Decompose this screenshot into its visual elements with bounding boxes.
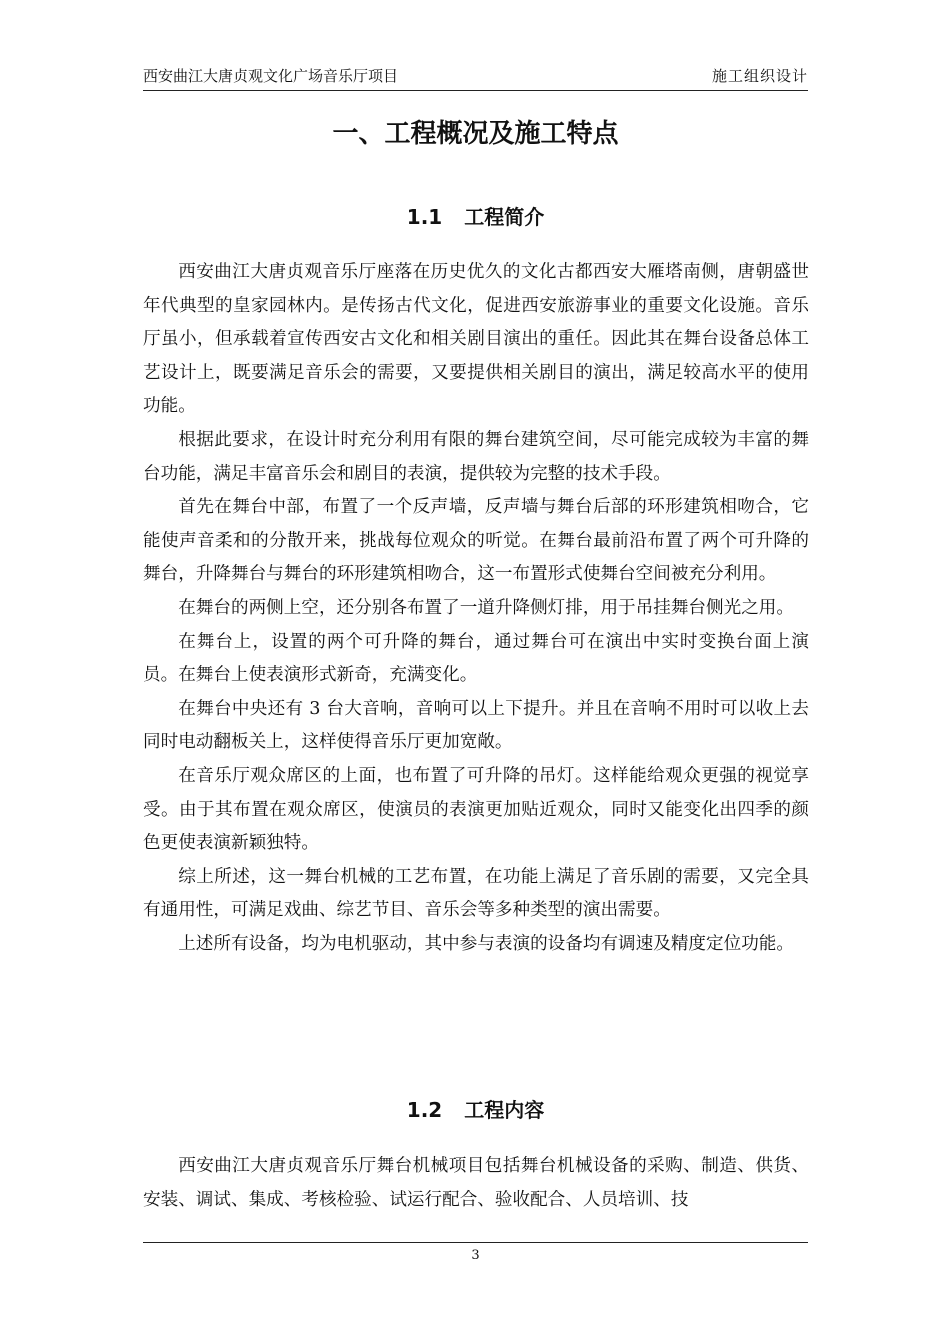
paragraph: 在舞台上，设置的两个可升降的舞台，通过舞台可在演出中实时变换台面上演员。在舞台上使表演形式新奇，充满变化。 — [143, 631, 809, 686]
page-number: 3 — [471, 1248, 480, 1263]
chapter-title: 一、工程概况及施工特点 — [332, 119, 619, 149]
paragraph: 综上所述，这一舞台机械的工艺布置，在功能上满足了音乐剧的需要，又完全具有通用性，可满足戏曲、综艺节目、音乐会等多种类型的演出需要。 — [143, 866, 809, 921]
paragraph: 西安曲江大唐贞观音乐厅舞台机械项目包括舞台机械设备的采购、制造、供货、安装、调试、集成、考核检验、试运行配合、验收配合、人员培训、技 — [143, 1156, 809, 1210]
paragraph: 根据此要求，在设计时充分利用有限的舞台建筑空间，尽可能完成较为丰富的舞台功能，满足丰富音乐会和剧目的表演，提供较为完整的技术手段。 — [143, 429, 809, 484]
section-heading-1-2 — [143, 1095, 808, 1125]
section-1-2-body — [143, 1150, 809, 1218]
header-doc-type: 施工组织设计 — [711, 67, 808, 85]
section-number: 1.1 — [406, 205, 443, 229]
section-heading-1-1 — [143, 202, 808, 232]
paragraph: 上述所有设备，均为电机驱动，其中参与表演的设备均有调速及精度定位功能。 — [178, 933, 794, 954]
paragraph: 西安曲江大唐贞观音乐厅座落在历史优久的文化古都西安大雁塔南侧，唐朝盛世年代典型的皇家园林内。是传扬古代文化，促进西安旅游事业的重要文化设施。音乐厅虽小，但承载着宣传西安古文化和相关剧目演出的重任。因此其在舞台设备总体工艺设计上，既要满足音乐会的需要，又要提供相关剧目的演出，满足较高水平的使用功能。 — [143, 262, 809, 417]
paragraph: 在音乐厅观众席区的上面，也布置了可升降的吊灯。这样能给观众更强的视觉享受。由于其布置在观众席区，使演员的表演更加贴近观众，同时又能变化出四季的颜色更使表演新颖独特。 — [143, 765, 809, 854]
header-project-name: 西安曲江大唐贞观文化广场音乐厅项目 — [143, 67, 399, 85]
paragraph: 在舞台中央还有 3 台大音响，音响可以上下提升。并且在音响不用时可以收上去同时电动翻板关上，这样使得音乐厅更加宽敞。 — [143, 698, 809, 753]
section-1-1-body — [143, 256, 809, 961]
paragraph: 在舞台的两侧上空，还分别各布置了一道升降侧灯排，用于吊挂舞台侧光之用。 — [178, 597, 794, 618]
section-title-text: 工程简介 — [464, 205, 545, 229]
page-header — [143, 64, 808, 91]
footer-divider — [143, 1242, 808, 1243]
paragraph: 首先在舞台中部，布置了一个反声墙，反声墙与舞台后部的环形建筑相吻合，它能使声音柔和的分散开来，挑战每位观众的听觉。在舞台最前沿布置了两个可升降的舞台，升降舞台与舞台的环形建筑相吻合，这一布置形式使舞台空间被充分利用。 — [143, 497, 809, 585]
section-title-text: 工程内容 — [464, 1098, 545, 1122]
section-number: 1.2 — [406, 1098, 443, 1122]
